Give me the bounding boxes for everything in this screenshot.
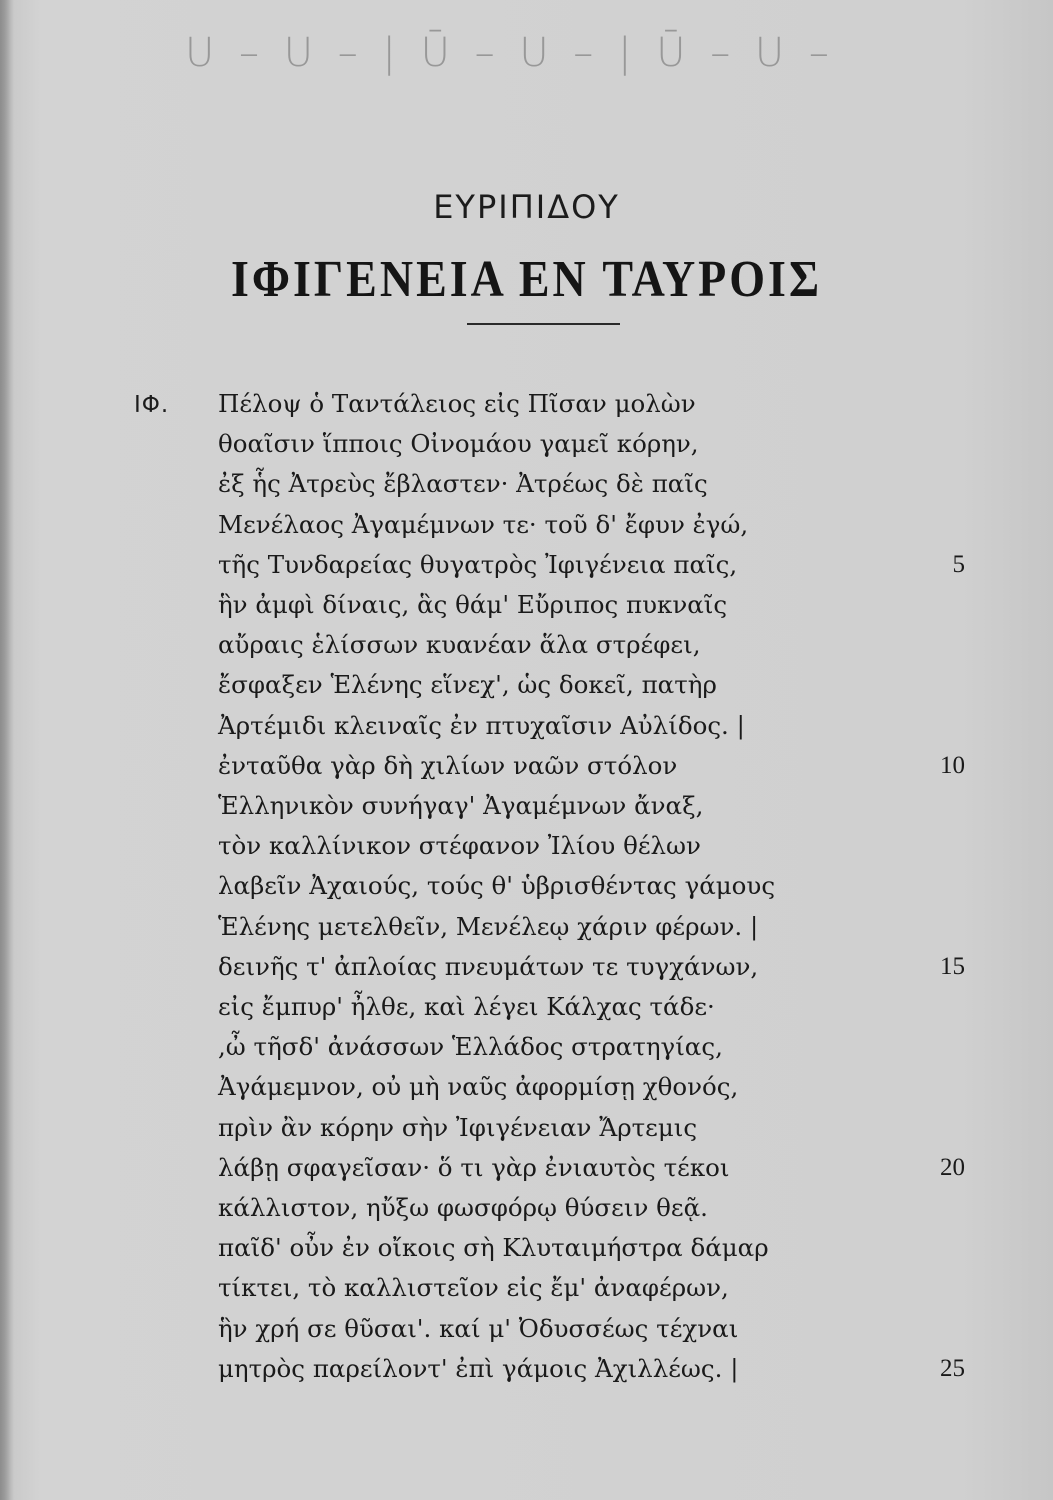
verse-line	[0, 585, 1053, 625]
verse-line	[0, 786, 1053, 826]
verse-text: τίκτει, τὸ καλλιστεῖον εἰς ἔμ' ἀναφέρων,	[218, 1273, 729, 1303]
verse-line	[0, 1309, 1053, 1349]
verse-text: πρὶν ἂν κόρην σὴν Ἰφιγένειαν Ἄρτεμις	[218, 1112, 698, 1142]
verse-text: ἣν χρή σε θῦσαι'. καί μ' Ὀδυσσέως τέχναι	[218, 1313, 739, 1343]
line-number: 20	[940, 1153, 965, 1181]
verse-line	[0, 866, 1053, 906]
speaker-label: ΙΦ.	[134, 392, 170, 418]
verse-text: μητρὸς παρείλοντ' ἐπὶ γάμοις Ἀχιλλέως. |	[218, 1353, 739, 1383]
line-number: 25	[940, 1354, 965, 1382]
verse-line	[0, 545, 1053, 585]
verse-text: λάβῃ σφαγεῖσαν· ὅ τι γὰρ ἐνιαυτὸς τέκοι	[218, 1152, 730, 1182]
play-title: ΙΦΙΓΕΝΕΙΑ ΕΝ ΤΑΥΡΟΙΣ	[230, 249, 823, 308]
verse-text: ,ὦ τῆσδ' ἀνάσσων Ἑλλάδος στρατηγίας,	[218, 1032, 723, 1062]
line-number: 15	[940, 952, 965, 980]
line-number: 10	[940, 751, 965, 779]
verse-line	[0, 1067, 1053, 1107]
verse-line	[0, 505, 1053, 545]
verse-text: λαβεῖν Ἀχαιούς, τούς θ' ὑβρισθέντας γάμους	[218, 871, 776, 901]
verse-text: εἰς ἔμπυρ' ἦλθε, καὶ λέγει Κάλχας τάδε·	[218, 992, 715, 1021]
verse-line	[0, 706, 1053, 746]
verse-line	[0, 1268, 1053, 1308]
verse-text: ἔσφαξεν Ἑλένης εἵνεχ', ὡς δοκεῖ, πατὴρ	[218, 670, 717, 700]
verse-text: δεινῆς τ' ἀπλοίας πνευμάτων τε τυγχάνων,	[218, 951, 759, 981]
verse-text: Ἑλένης μετελθεῖν, Μενέλεῳ χάριν φέρων. |	[218, 911, 759, 941]
line-number: 5	[952, 550, 965, 578]
verse-line	[0, 907, 1053, 947]
verse-line	[0, 1027, 1053, 1067]
verse-text: ἐνταῦθα γὰρ δὴ χιλίων ναῶν στόλον	[218, 750, 678, 780]
verse-line	[0, 1148, 1053, 1188]
verse-line	[0, 1188, 1053, 1228]
verse-text: ἣν ἀμφὶ δίναις, ἃς θάμ' Εὔριπος πυκναῖς	[218, 590, 728, 619]
title-rule	[467, 323, 620, 325]
verse-line	[0, 424, 1053, 464]
verse-line	[0, 384, 1053, 424]
verse-line	[0, 1228, 1053, 1268]
verse-text: Ἀγάμεμνον, οὐ μὴ ναῦς ἀφορμίσῃ χθονός,	[218, 1072, 739, 1102]
verse-text: Ἀρτέμιδι κλειναῖς ἐν πτυχαῖσιν Αὐλίδος. |	[218, 710, 745, 740]
author-heading: ΕΥΡΙΠΙΔΟΥ	[433, 188, 620, 226]
verse-text: θοαῖσιν ἵπποις Οἰνομάου γαμεῖ κόρην,	[218, 429, 699, 459]
verse-text: ἐξ ἧς Ἀτρεὺς ἔβλαστεν· Ἀτρέως δὲ παῖς	[218, 469, 708, 499]
pencil-scansion-note: U – U – | Ū – U – | Ū – U –	[185, 30, 835, 76]
verse-text: παῖδ' οὖν ἐν οἴκοις σὴ Κλυταιμήστρα δάμαρ	[218, 1233, 769, 1263]
verse-line	[0, 746, 1053, 786]
verse-line	[0, 1108, 1053, 1148]
verse-line	[0, 1349, 1053, 1389]
verse-line	[0, 947, 1053, 987]
verse-line	[0, 987, 1053, 1027]
verse-text: κάλλιστον, ηὔξω φωσφόρῳ θύσειν θεᾷ.	[218, 1193, 708, 1222]
verse-line	[0, 665, 1053, 705]
verse-text: Μενέλαος Ἀγαμέμνων τε· τοῦ δ' ἔφυν ἐγώ,	[218, 509, 749, 539]
verse-line	[0, 625, 1053, 665]
verse-text: τῆς Τυνδαρείας θυγατρὸς Ἰφιγένεια παῖς,	[218, 549, 738, 579]
verse-line	[0, 826, 1053, 866]
verse-text: αὔραις ἑλίσσων κυανέαν ἅλα στρέφει,	[218, 630, 701, 660]
verse-text: Ἑλληνικὸν συνήγαγ' Ἀγαμέμνων ἄναξ,	[218, 791, 704, 820]
verse-line	[0, 464, 1053, 504]
verse-text: τὸν καλλίνικον στέφανον Ἰλίου θέλων	[218, 831, 701, 861]
verse-text: Πέλοψ ὁ Ταντάλειος εἰς Πῖσαν μολὼν	[218, 389, 696, 418]
